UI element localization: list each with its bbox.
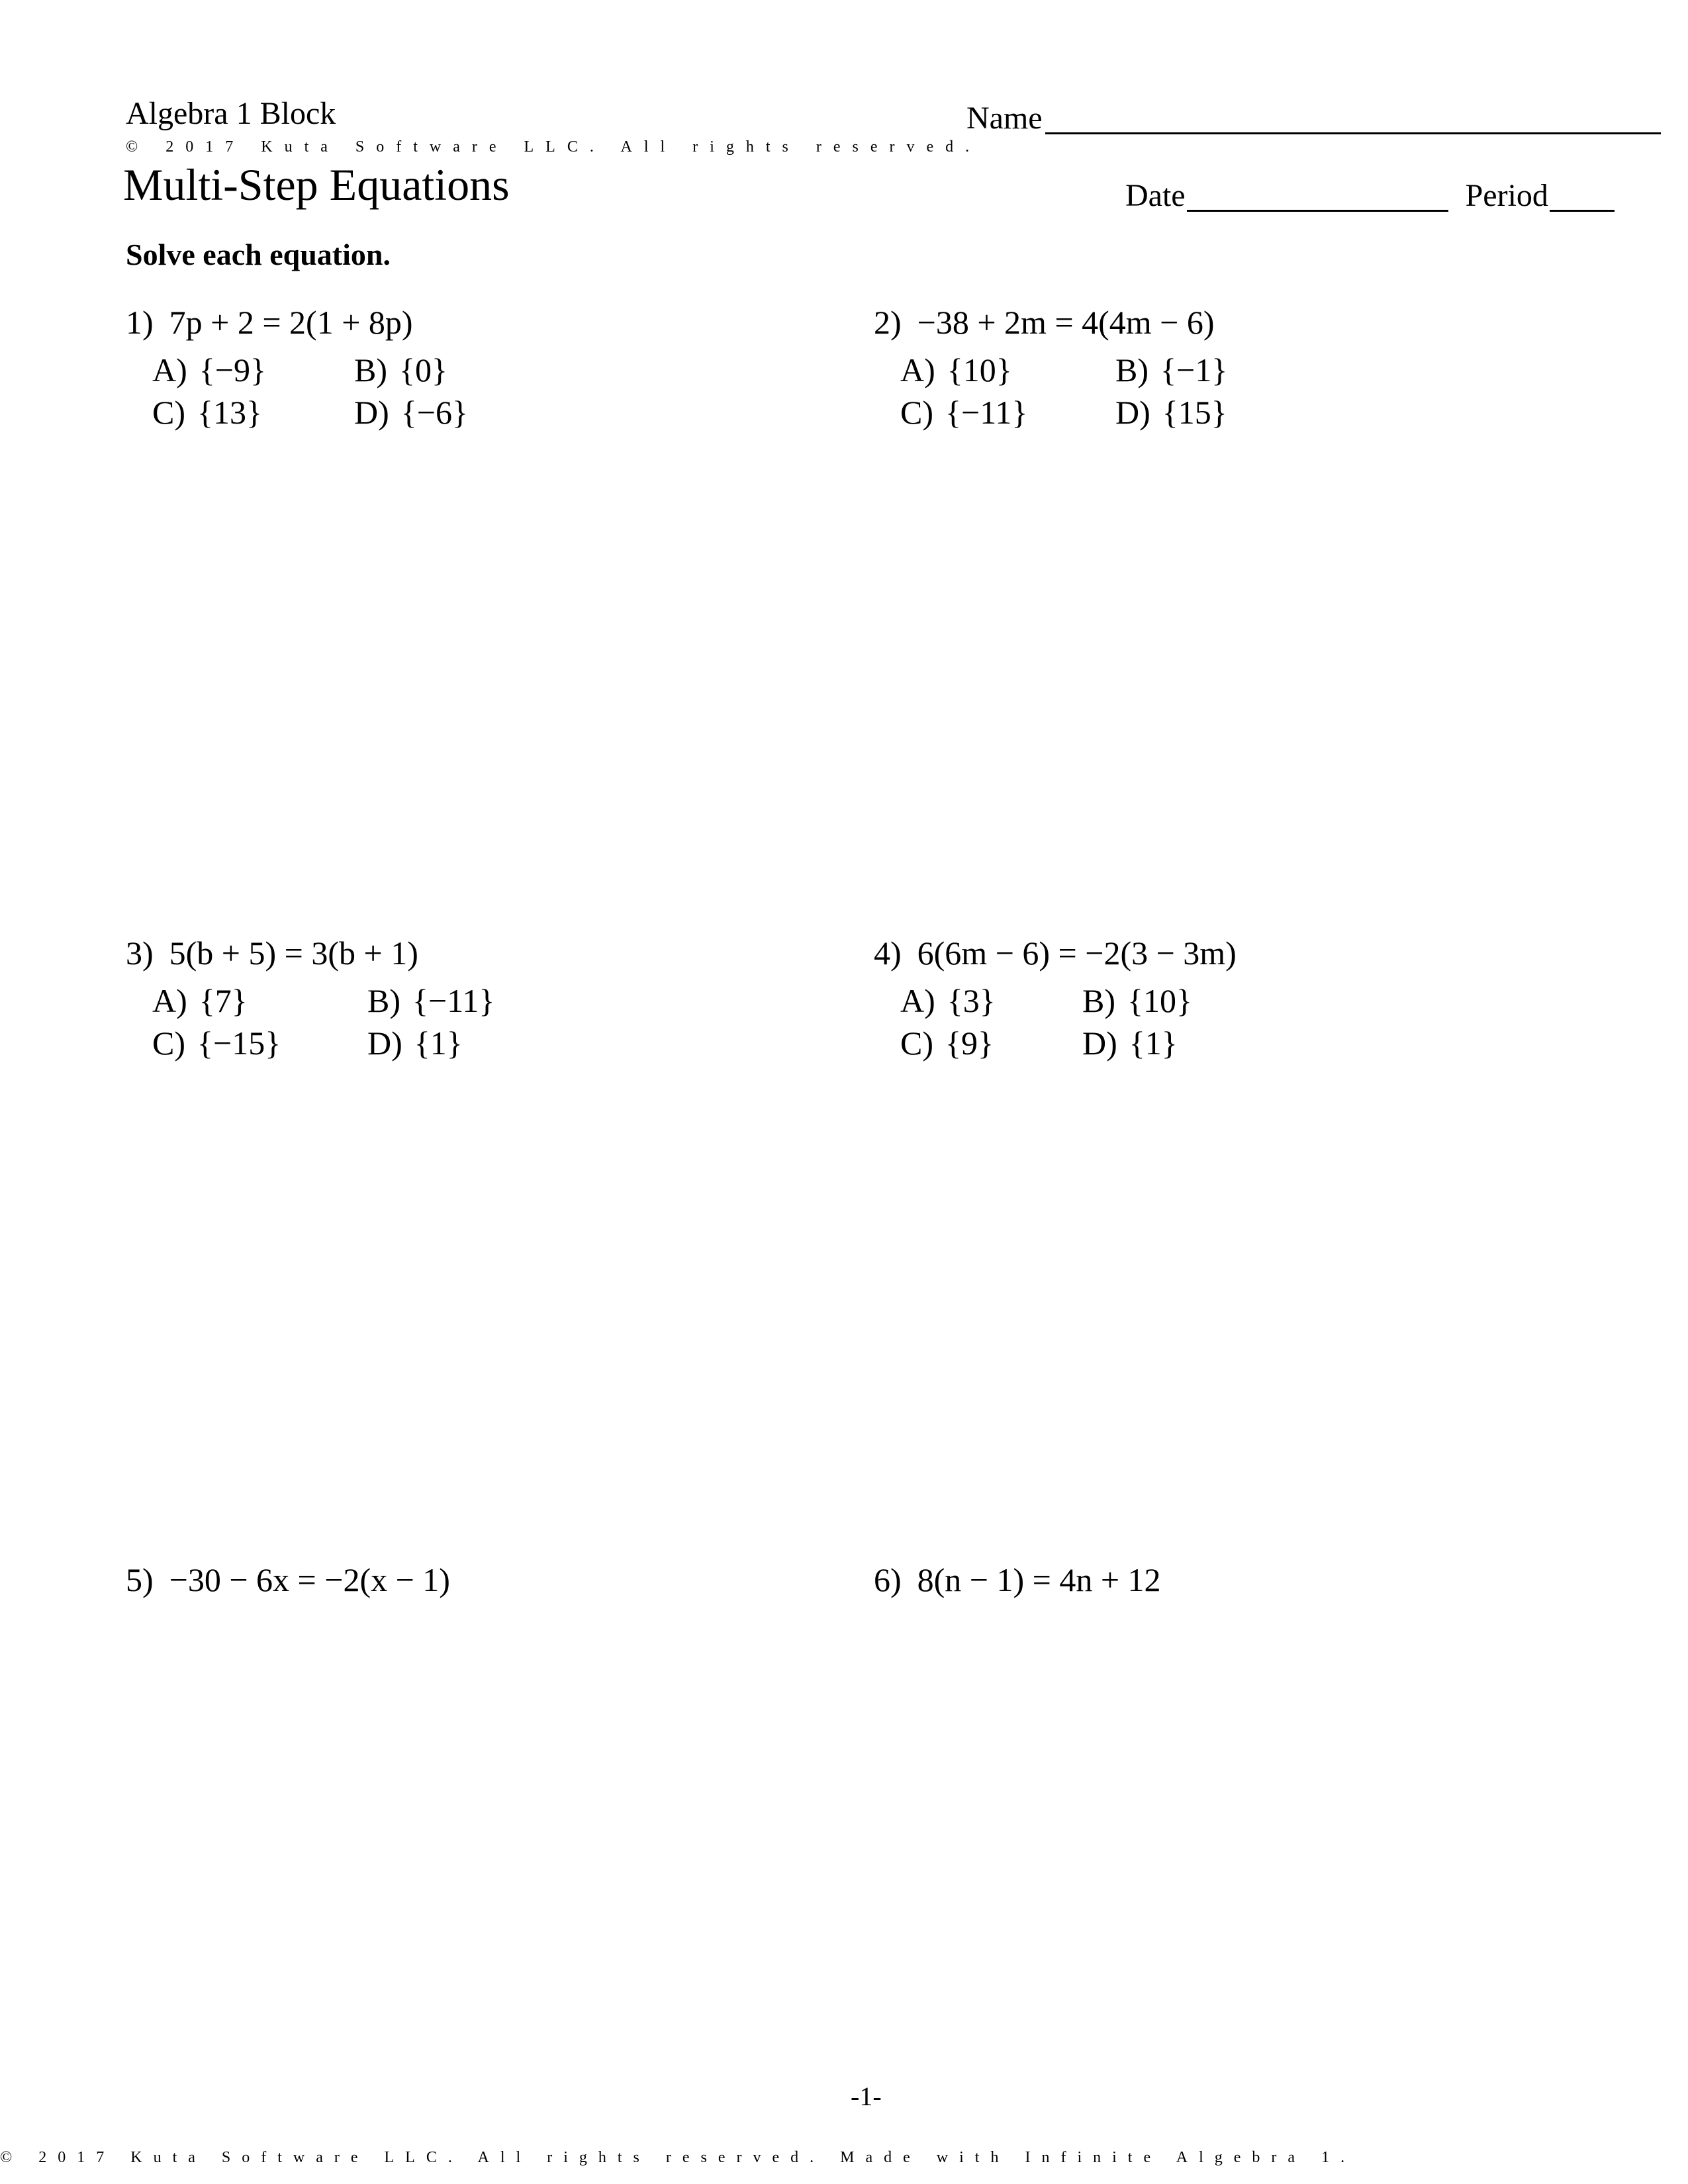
choice-label: A)	[900, 351, 935, 388]
choice-a[interactable]	[152, 984, 367, 1017]
choice-value: {0}	[399, 351, 447, 388]
choice-label: D)	[367, 1024, 402, 1062]
problem-number: 3)	[126, 934, 154, 972]
header-copyright: © 2017 Kuta Software LLC. All rights reserved.	[126, 138, 982, 156]
period-label: Period	[1465, 178, 1548, 213]
equation: −38 + 2m = 4(4m − 6)	[917, 304, 1215, 341]
choice-label: B)	[367, 982, 400, 1019]
problem-5	[126, 1563, 450, 1596]
choice-label: C)	[152, 1024, 185, 1062]
choice-value: {9}	[945, 1024, 994, 1062]
date-period-fields	[1125, 175, 1615, 212]
page-number: -1-	[851, 2081, 882, 2111]
name-field	[966, 98, 1661, 134]
choice-value: {10}	[1127, 982, 1192, 1019]
problem-number: 6)	[874, 1561, 902, 1598]
problem-2	[874, 306, 1248, 429]
answer-choices	[900, 984, 1237, 1060]
choice-c[interactable]	[900, 396, 1115, 429]
course-name: Algebra 1 Block	[126, 96, 336, 131]
worksheet-title: Multi-Step Equations	[123, 159, 510, 210]
answer-choices	[152, 353, 487, 429]
choice-c[interactable]	[152, 1026, 367, 1060]
choice-value: {3}	[947, 982, 996, 1019]
choice-label: B)	[1115, 351, 1149, 388]
choice-value: {−11}	[945, 394, 1028, 431]
choice-label: A)	[152, 351, 187, 388]
problem-number: 2)	[874, 304, 902, 341]
choice-a[interactable]	[152, 353, 354, 387]
choice-value: {7}	[199, 982, 248, 1019]
choice-value: {−6}	[400, 394, 468, 431]
name-label: Name	[966, 101, 1043, 136]
choice-b[interactable]	[1115, 353, 1248, 387]
choice-label: C)	[900, 1024, 933, 1062]
choice-c[interactable]	[900, 1026, 1082, 1060]
instructions: Solve each equation.	[126, 238, 391, 271]
choice-value: {15}	[1162, 394, 1227, 431]
equation: 7p + 2 = 2(1 + 8p)	[169, 304, 413, 341]
choice-b[interactable]	[367, 984, 500, 1017]
problem-number: 4)	[874, 934, 902, 972]
problem-number: 1)	[126, 304, 154, 341]
choice-value: {−15}	[197, 1024, 281, 1062]
problem-3	[126, 936, 500, 1060]
equation: 8(n − 1) = 4n + 12	[917, 1561, 1161, 1598]
choice-c[interactable]	[152, 396, 354, 429]
choice-label: C)	[152, 394, 185, 431]
choice-b[interactable]	[1082, 984, 1215, 1017]
choice-value: {−9}	[199, 351, 266, 388]
footer-copyright: © 2017 Kuta Software LLC. All rights reserved. Made with Infinite Algebra 1.	[0, 2149, 1356, 2166]
problem-1	[126, 306, 487, 429]
date-label: Date	[1125, 178, 1186, 213]
choice-d[interactable]	[1115, 396, 1248, 429]
choice-value: {1}	[1129, 1024, 1178, 1062]
answer-choices	[152, 984, 500, 1060]
choice-label: D)	[1115, 394, 1150, 431]
choice-d[interactable]	[354, 396, 487, 429]
choice-label: B)	[354, 351, 387, 388]
choice-d[interactable]	[1082, 1026, 1215, 1060]
equation: 6(6m − 6) = −2(3 − 3m)	[917, 934, 1237, 972]
problem-6	[874, 1563, 1161, 1596]
answer-choices	[900, 353, 1248, 429]
equation: −30 − 6x = −2(x − 1)	[169, 1561, 450, 1598]
choice-label: B)	[1082, 982, 1115, 1019]
choice-value: {1}	[414, 1024, 463, 1062]
choice-b[interactable]	[354, 353, 487, 387]
choice-d[interactable]	[367, 1026, 500, 1060]
name-blank-line[interactable]	[1045, 98, 1661, 134]
choice-label: A)	[152, 982, 187, 1019]
choice-value: {−11}	[412, 982, 495, 1019]
equation: 5(b + 5) = 3(b + 1)	[169, 934, 418, 972]
problem-4	[874, 936, 1237, 1060]
choice-label: C)	[900, 394, 933, 431]
choice-label: A)	[900, 982, 935, 1019]
choice-a[interactable]	[900, 984, 1082, 1017]
choice-label: D)	[354, 394, 389, 431]
choice-a[interactable]	[900, 353, 1115, 387]
choice-value: {10}	[947, 351, 1012, 388]
choice-value: {−1}	[1160, 351, 1228, 388]
choice-value: {13}	[197, 394, 262, 431]
date-blank-line[interactable]	[1187, 175, 1448, 212]
problem-number: 5)	[126, 1561, 154, 1598]
period-blank-line[interactable]	[1550, 175, 1615, 212]
choice-label: D)	[1082, 1024, 1117, 1062]
